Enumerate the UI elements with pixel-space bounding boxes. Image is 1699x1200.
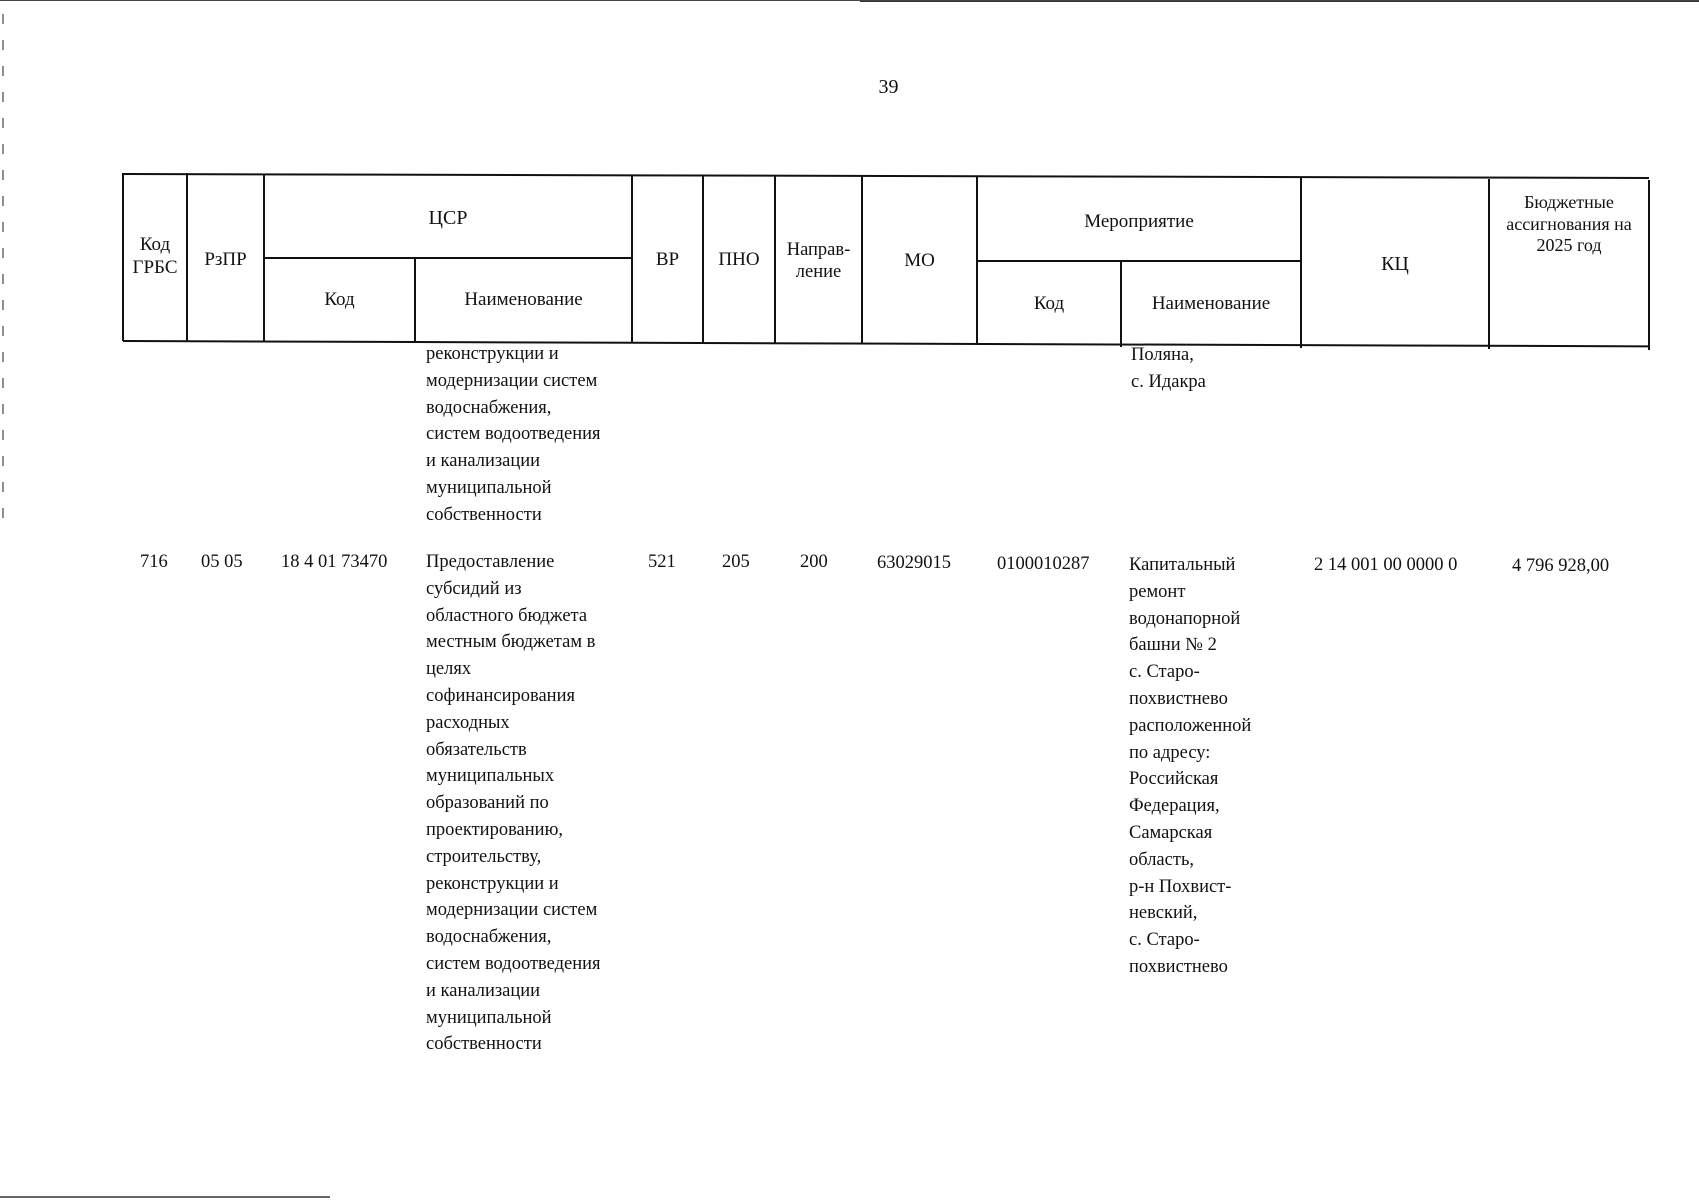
text-line: невский, [1129,903,1198,924]
text-line: реконструкции и [426,873,559,894]
text-line: с. Старо- [1129,930,1200,951]
cell-kc: 2 14 001 00 0000 0 [1314,555,1458,575]
text-line: и канализации [426,980,541,1001]
header-mo: МО [904,249,935,271]
text-line: похвистнево [1129,688,1228,709]
col-line [1648,180,1650,350]
header-event-code: Код [1033,292,1065,314]
text-line: Предоставление [426,552,555,572]
text-line: расположенной [1129,715,1252,736]
text-line: водоснабжения, [426,397,552,418]
header-csr: ЦСР [428,207,468,229]
header-csr-code: Код [324,288,355,310]
text-line: водоснабжения, [426,927,552,948]
text-line: ремонт [1129,581,1186,602]
event-divider [977,260,1301,262]
header-grbs: Код ГРБС [132,234,178,278]
header-kc: КЦ [1381,253,1409,275]
cell-pno: 205 [722,552,750,572]
text-line: местным бюджетам в [426,632,596,653]
continuation-csr-name [426,341,601,529]
header-direction: Направ-ление [786,239,851,282]
header-vr: ВР [655,248,680,270]
cell-grbs: 716 [140,552,168,572]
text-line: областного бюджета [426,605,588,626]
header-event-name: Наименование [1151,292,1271,314]
cell-rzpr: 05 05 [201,552,243,572]
text-line: модернизации систем [426,370,598,391]
cell-csr-code: 18 4 01 73470 [281,552,388,572]
text-line: собственности [426,504,542,525]
page-number: 39 [878,76,899,98]
header-top-border [123,173,1649,179]
text-line: строительству, [426,846,542,867]
header-event: Мероприятие [1084,210,1194,232]
text-line: муниципальной [426,477,552,498]
text-line: Самарская [1129,822,1213,843]
cell-event-name [1129,552,1251,981]
text-line: модернизации систем [426,900,598,921]
text-line: проектированию, [426,819,564,840]
continuation-event-name [1131,342,1206,396]
text-line: Федерация, [1129,796,1220,817]
text-line: по адресу: [1129,742,1211,763]
text-line: образований по [426,793,549,814]
csr-divider [264,257,632,259]
text-line: субсидий из [426,578,522,599]
text-line: обязательств [426,739,527,760]
header-budget: Бюджетные ассигнования на 2025 год [1506,192,1632,256]
text-line: собственности [426,1034,542,1055]
cell-vr: 521 [648,552,676,572]
text-line: Российская [1129,769,1219,790]
text-line: муниципальных [426,766,555,787]
scan-top-edge-right [860,1,1699,2]
text-line: целях [426,659,472,680]
cell-direction: 200 [800,552,828,572]
text-line: реконструкции и [426,344,559,364]
text-line: систем водоотведения [426,953,601,974]
text-line: Поляна, [1131,345,1194,365]
text-line: башни № 2 [1129,635,1217,656]
text-line: и канализации [426,451,541,472]
cell-csr-name [426,549,601,1058]
text-line: софинансирования [426,685,575,706]
cell-budget: 4 796 928,00 [1512,556,1610,576]
text-line: с. Старо- [1129,662,1200,683]
header-pno: ПНО [718,248,760,270]
header-bottom-border [123,340,1649,347]
text-line: похвистнево [1129,956,1228,977]
text-line: муниципальной [426,1007,552,1028]
text-line: водонапорной [1129,608,1241,629]
header-csr-name: Наименование [464,288,583,310]
text-line: Капитальный [1129,555,1236,575]
cell-event-code: 0100010287 [997,554,1090,574]
text-line: с. Идакра [1131,371,1206,392]
text-line: систем водоотведения [426,424,601,445]
cell-mo: 63029015 [877,553,951,573]
text-line: р-н Похвист- [1129,876,1232,897]
header-rzpr: РзПР [204,248,247,270]
text-line: расходных [426,712,510,733]
scan-bottom-edge [0,1196,330,1198]
text-line: область, [1129,849,1195,870]
